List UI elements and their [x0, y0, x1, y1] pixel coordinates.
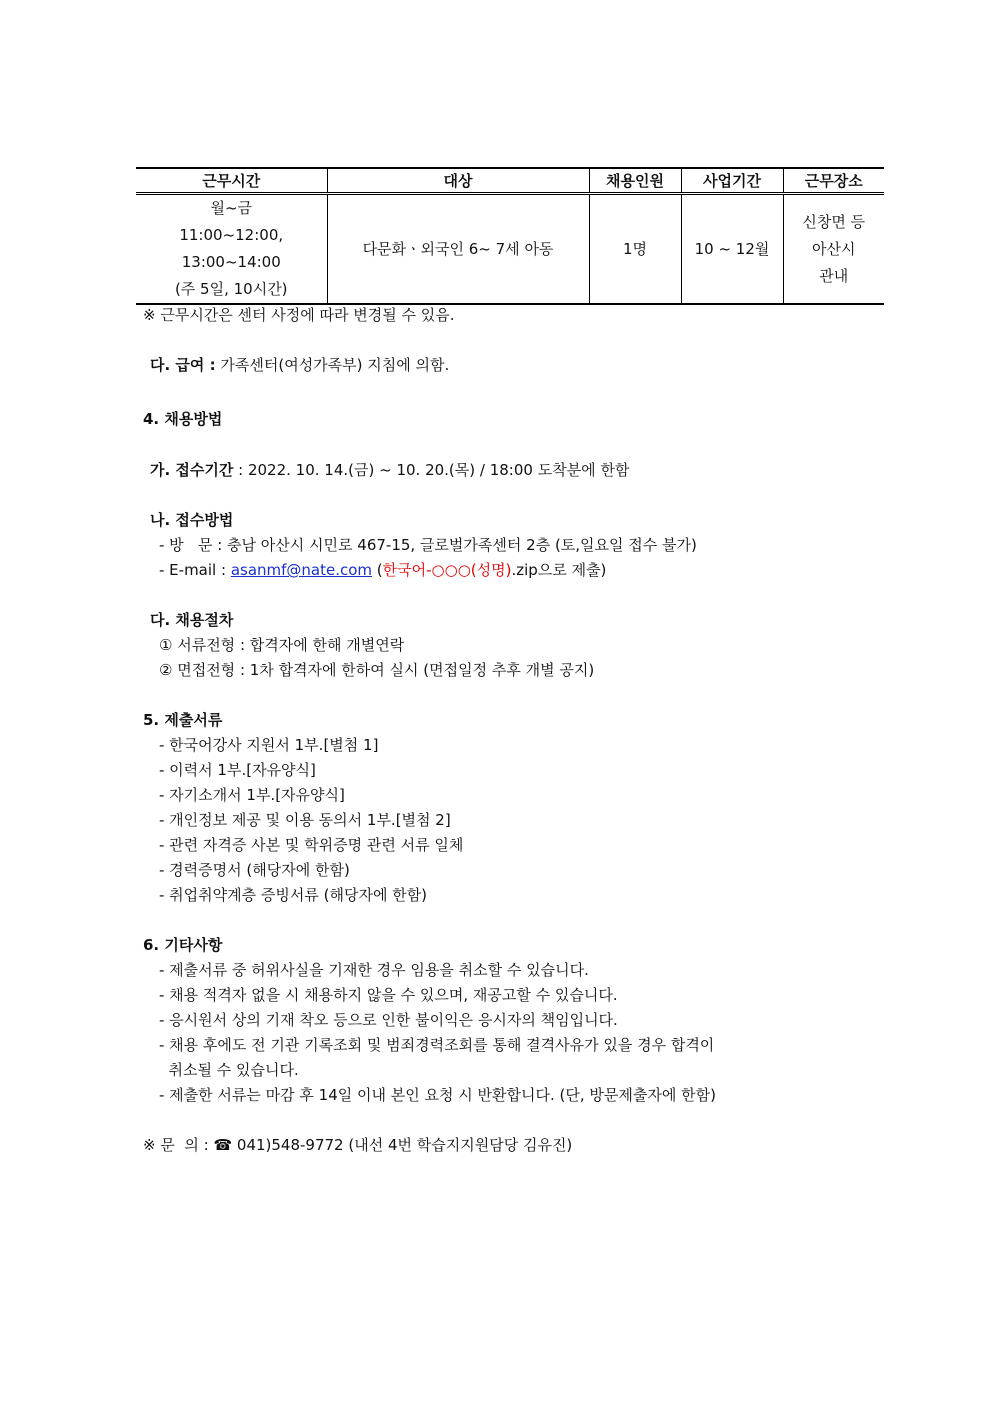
section-5-title: 5. 제출서류: [143, 711, 223, 729]
notice-item: - 채용 적격자 없을 시 채용하지 않을 수 있으며, 재공고할 수 있습니다.: [159, 986, 618, 1004]
email-prefix: - E-mail :: [159, 561, 231, 579]
cell-hours: [136, 194, 327, 305]
recruitment-table: [136, 167, 884, 305]
pay-label: 다. 급여 :: [150, 356, 216, 374]
header-count: 채용인원: [589, 168, 681, 194]
document-item: - 이력서 1부.[자유양식]: [159, 761, 316, 779]
header-period: 사업기간: [681, 168, 783, 194]
hours-line: 11:00~12:00,: [179, 226, 284, 244]
place-line: 신창면 등: [802, 212, 866, 231]
receipt-visit: - 방 문 : 충남 아산시 시민로 467-15, 글로벌가족센터 2층 (토,일요일 접수 불가): [159, 536, 697, 554]
table-header-row: [136, 168, 884, 194]
email-mid: (: [372, 561, 383, 579]
document-item: - 개인정보 제공 및 이용 동의서 1부.[별첨 2]: [159, 811, 451, 829]
section-6-title: 6. 기타사항: [143, 936, 223, 954]
receipt-method-label: 나. 접수방법: [150, 511, 234, 529]
header-place: 근무장소: [783, 168, 884, 194]
notice-item: - 제출서류 중 허위사실을 기재한 경우 임용을 취소할 수 있습니다.: [159, 961, 589, 979]
notice-item: - 제출한 서류는 마감 후 14일 이내 본인 요청 시 반환합니다. (단, 방문제출자에 한함): [159, 1086, 716, 1104]
hours-line: (주 5일, 10시간): [174, 280, 288, 298]
section-4-title: 4. 채용방법: [143, 410, 223, 428]
receipt-period-text: : 2022. 10. 14.(금) ~ 10. 20.(목) / 18:00 도착분에 한함: [233, 461, 630, 479]
hours-line: 13:00~14:00: [181, 253, 281, 271]
notice-item: - 채용 후에도 전 기관 기록조회 및 범죄경력조회를 통해 결격사유가 있을 경우 합격이: [159, 1036, 715, 1054]
document-item: - 관련 자격증 사본 및 학위증명 관련 서류 일체: [159, 836, 464, 854]
receipt-period-line: [150, 460, 629, 480]
header-hours: 근무시간: [136, 168, 327, 194]
contact-line: ※ 문 의 : ☎ 041)548-9772 (내선 4번 학습지지원담당 김유진): [143, 1136, 573, 1154]
hours-line: 월~금: [210, 199, 253, 217]
place-line: 관내: [819, 266, 849, 285]
table-row: [136, 194, 884, 305]
hours-note: ※ 근무시간은 센터 사정에 따라 변경될 수 있음.: [143, 306, 455, 324]
procedure-label: 다. 채용절차: [150, 611, 234, 629]
pay-text: 가족센터(여성가족부) 지침에 의함.: [215, 356, 450, 374]
cell-target: 다문화ㆍ외국인 6~ 7세 아동: [327, 194, 589, 305]
notice-item: - 응시원서 상의 기재 착오 등으로 인한 불이익은 응시자의 책임입니다.: [159, 1011, 618, 1029]
cell-period: 10 ~ 12월: [681, 194, 783, 305]
receipt-period-label: 가. 접수기간: [150, 461, 234, 479]
header-target: 대상: [327, 168, 589, 194]
place-line: 아산시: [812, 239, 856, 258]
email-link[interactable]: asanmf@nate.com: [230, 561, 373, 579]
document-item: - 취업취약계층 증빙서류 (해당자에 한함): [159, 886, 428, 904]
procedure-item: ① 서류전형 : 합격자에 한해 개별연락: [159, 636, 405, 654]
document-item: - 자기소개서 1부.[자유양식]: [159, 786, 345, 804]
email-suffix: .zip으로 제출): [511, 561, 607, 579]
pay-line: [150, 355, 449, 375]
receipt-email-line: [159, 560, 606, 580]
notice-item: 취소될 수 있습니다.: [159, 1061, 299, 1079]
cell-place: [783, 194, 884, 305]
document-item: - 한국어강사 지원서 1부.[별첨 1]: [159, 736, 379, 754]
document-item: - 경력증명서 (해당자에 한함): [159, 861, 350, 879]
procedure-item: ② 면접전형 : 1차 합격자에 한하여 실시 (면접일정 추후 개별 공지): [159, 661, 595, 679]
email-filename-format: 한국어-○○○(성명): [382, 561, 512, 579]
cell-count: 1명: [589, 194, 681, 305]
